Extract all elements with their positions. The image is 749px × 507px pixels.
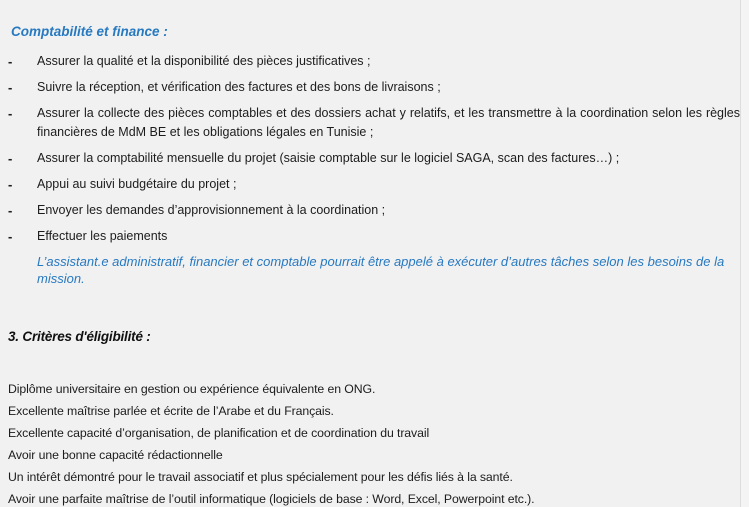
- mission-note: L’assistant.e administratif, financier et comptable pourrait être appelé à exécuter d’autres tâches selon les besoins de la mission.: [37, 254, 725, 286]
- criteria-line: Un intérêt démontré pour le travail associatif et plus spécialement pour les défis liés à la santé.: [8, 470, 513, 484]
- list-item-text: Assurer la comptabilité mensuelle du projet (saisie comptable sur le logiciel SAGA, scan des factures…) ;: [37, 151, 620, 165]
- list-item-text: Effectuer les paiements: [37, 229, 168, 243]
- dash-bullet-icon: -: [8, 54, 13, 69]
- list-item: [0, 52, 741, 71]
- criteria-list: [8, 378, 741, 507]
- criteria-line: Excellente maîtrise parlée et écrite de l’Arabe et du Français.: [8, 404, 334, 418]
- list-item: [0, 78, 741, 97]
- dash-bullet-icon: -: [8, 203, 13, 218]
- list-item: [0, 201, 741, 220]
- list-item: [0, 149, 741, 168]
- list-item: [0, 104, 741, 142]
- list-item-text: Assurer la collecte des pièces comptables et des dossiers achat y relatifs, et les transmettre à la coordination selon les règles financières de MdM BE et les obligations légales en Tunisie ;: [37, 106, 740, 139]
- list-item-text: Suivre la réception, et vérification des factures et des bons de livraisons ;: [37, 80, 441, 94]
- list-item: [0, 175, 741, 194]
- section-heading-comptabilite: Comptabilité et finance :: [11, 24, 168, 39]
- page-edge-divider: [740, 0, 741, 507]
- criteria-heading: 3. Critères d'éligibilité :: [8, 329, 151, 344]
- dash-bullet-icon: -: [8, 177, 13, 192]
- duties-list: [0, 52, 741, 246]
- list-item: [0, 227, 741, 246]
- list-item-text: Appui au suivi budgétaire du projet ;: [37, 177, 237, 191]
- list-item-text: Assurer la qualité et la disponibilité des pièces justificatives ;: [37, 54, 371, 68]
- dash-bullet-icon: -: [8, 80, 13, 95]
- list-item-text: Envoyer les demandes d’approvisionnement à la coordination ;: [37, 203, 386, 217]
- criteria-line: Diplôme universitaire en gestion ou expérience équivalente en ONG.: [8, 382, 376, 396]
- dash-bullet-icon: -: [8, 151, 13, 166]
- criteria-line: Excellente capacité d’organisation, de planification et de coordination du travail: [8, 426, 430, 440]
- dash-bullet-icon: -: [8, 229, 13, 244]
- criteria-line: Avoir une parfaite maîtrise de l’outil informatique (logiciels de base : Word, Excel, Powerpoint etc.).: [8, 492, 535, 506]
- dash-bullet-icon: -: [8, 106, 13, 121]
- page-margin-strip: [741, 0, 749, 507]
- criteria-line: Avoir une bonne capacité rédactionnelle: [8, 448, 223, 462]
